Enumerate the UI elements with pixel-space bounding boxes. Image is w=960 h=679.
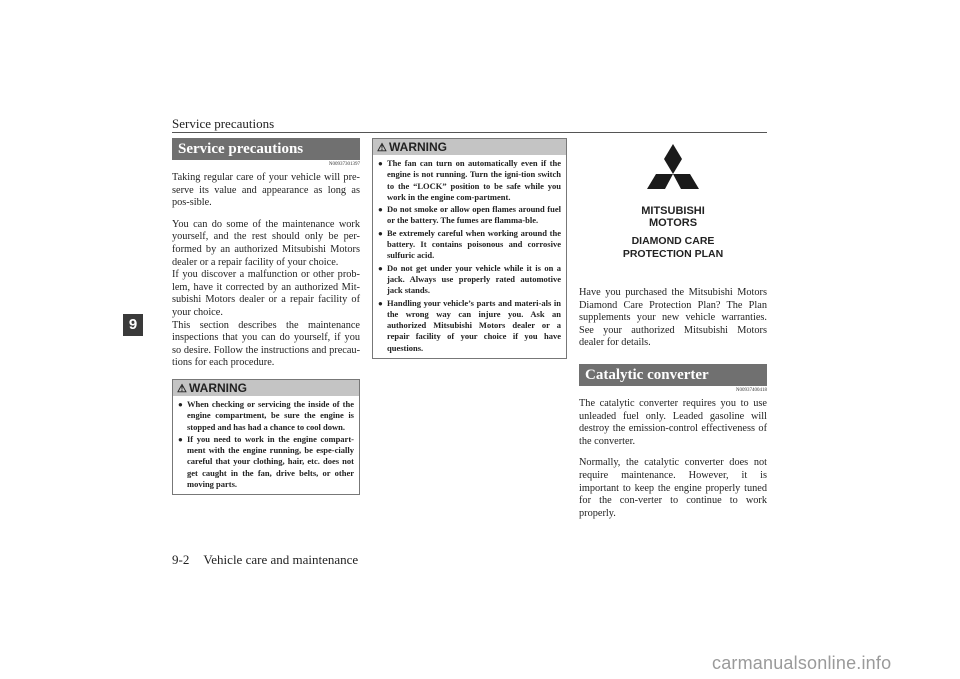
footer-section-title: Vehicle care and maintenance — [203, 552, 359, 567]
paragraph: If you discover a malfunction or other prob-lem, have it corrected by an authorized Mit-subishi Motors dealer or a repair facility of your choice. — [172, 269, 360, 318]
bullet-icon: ● — [178, 434, 183, 444]
running-head: Service precautions — [172, 116, 275, 131]
warning-triangle-icon: ⚠ — [177, 382, 187, 395]
column-3 — [579, 138, 767, 520]
logo-plan-line1: DIAMOND CARE — [631, 235, 715, 247]
body-text — [579, 398, 767, 520]
reference-code: N00937400418 — [735, 387, 767, 393]
body-text — [172, 172, 360, 370]
paragraph: Have you purchased the Mitsubishi Motors Diamond Care Protection Plan? The Plan supplements your new vehicle warranties. See your authorized Mitsubishi Motors dealer for details. — [579, 287, 767, 349]
header-rule — [172, 132, 767, 133]
warning-item: ● The fan can turn on automatically even if the engine is not running. Turn the igni-tion switch to the “LOCK” position to be safe while you work in the engine com-partment. — [378, 158, 561, 202]
warning-box — [172, 379, 360, 495]
paragraph: The catalytic converter requires you to use unleaded fuel only. Leaded gasoline will destroy the emission-control effectiveness of the converter. — [579, 397, 767, 447]
column-2 — [372, 138, 567, 359]
logo-plan-line2: PROTECTION PLAN — [622, 248, 724, 260]
diamond-care-logo — [579, 144, 767, 261]
chapter-tab: 9 — [123, 314, 143, 336]
warning-item: ● If you need to work in the engine compart-ment with the engine running, be espe-cially careful that your clothing, hair, etc. does not get caught in the fan, drive belts, or other moving parts. — [178, 433, 354, 489]
paragraph: You can do some of the maintenance work yourself, and the rest should only be per-formed by an authorized Mitsubishi Motors dealer or a repair facility of your choice. — [172, 218, 360, 268]
paragraph: Taking regular care of your vehicle will pre-serve its value and appearance as long as pos-sible. — [172, 172, 360, 209]
logo-brand-line2: MOTORS — [648, 217, 698, 229]
bullet-icon: ● — [378, 298, 383, 308]
warning-box — [372, 138, 567, 359]
bullet-icon: ● — [378, 159, 383, 168]
bullet-icon: ● — [378, 228, 383, 238]
warning-label: WARNING — [189, 380, 247, 395]
logo-brand-line1: MITSUBISHI — [641, 205, 705, 217]
warning-body — [173, 396, 359, 494]
warning-triangle-icon: ⚠ — [377, 142, 387, 154]
column-1 — [172, 138, 360, 495]
reference-code: N00937301397 — [328, 162, 360, 167]
warning-body — [373, 155, 566, 358]
paragraph: This section describes the maintenance inspections that you can do yourself, if you so desire. Follow the instructions and precau-tions for each procedure. — [172, 319, 360, 369]
bullet-icon: ● — [178, 399, 183, 409]
warning-item: ● Handling your vehicle’s parts and materi-als in the wrong way can injure you. Ask an authorized Mitsubishi Motors dealer or a repair facility of your choice if you have questions. — [378, 297, 561, 353]
warning-item: ● Be extremely careful when working around the battery. It contains poisonous and corrosive sulfuric acid. — [378, 227, 561, 261]
section-title-service-precautions: Service precautions — [172, 138, 360, 160]
page-footer — [172, 552, 358, 568]
warning-item: ● Do not smoke or allow open flames around fuel or the battery. The fumes are flamma-ble. — [378, 204, 561, 226]
warning-item: ● When checking or servicing the inside of the engine compartment, be sure the engine is stopped and has had a chance to cool down. — [178, 398, 354, 432]
warning-header — [173, 380, 359, 396]
warning-label: WARNING — [389, 140, 447, 154]
section-title-catalytic-converter: Catalytic converter — [579, 364, 767, 386]
page-number: 9-2 — [172, 552, 190, 567]
mitsubishi-three-diamonds-icon — [638, 144, 708, 204]
body-text — [579, 287, 767, 350]
paragraph: Normally, the catalytic converter does not require maintenance. However, it is important to keep the engine properly tuned for the con-verter to continue to work properly. — [579, 457, 767, 519]
warning-item: ● Do not get under your vehicle while it is on a jack. Always use properly rated automotive jack stands. — [378, 262, 561, 296]
bullet-icon: ● — [378, 263, 383, 273]
bullet-icon: ● — [378, 205, 383, 215]
warning-header — [373, 139, 566, 155]
watermark: carmanualsonline.info — [712, 653, 892, 673]
